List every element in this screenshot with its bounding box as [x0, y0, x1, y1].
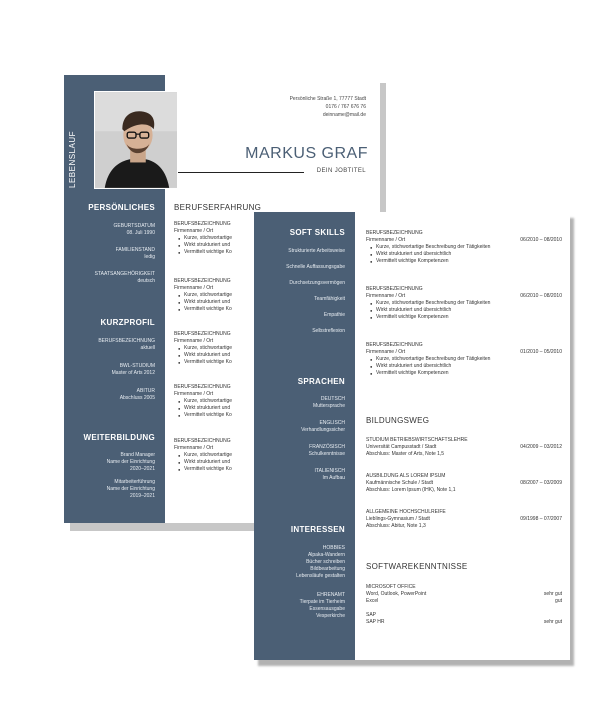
- hobbies-label: HOBBIES: [322, 545, 345, 551]
- soft-skill: Schnelle Auffassungsgabe: [286, 264, 345, 270]
- job-bullet: ● Wirkt strukturiert und: [184, 299, 264, 306]
- job-bullet: ● Kurze, stichwortartige: [184, 452, 264, 459]
- training-line: 2019–2021: [129, 493, 155, 499]
- person-name: MARKUS GRAF: [245, 145, 368, 162]
- nationality-value: deutsch: [137, 278, 155, 284]
- language-name: DEUTSCH: [320, 396, 345, 402]
- education-title: STUDIUM BETRIEBSWIRTSCHAFTSLEHRE: [366, 437, 468, 443]
- job-title: BERUFSBEZEICHNUNG: [174, 331, 231, 337]
- job-date: 06/2010 – 08/2010: [520, 293, 562, 299]
- education-place: Universität Campusstadt / Stadt: [366, 444, 437, 450]
- interest-item: Lebensläufe gestalten: [296, 573, 345, 579]
- job-bullet: ● Kurze, stichwortartige: [184, 235, 264, 242]
- interests-heading: INTERESSEN: [290, 525, 345, 534]
- job-company: Firmenname / Ort: [174, 285, 214, 291]
- soft-skills-heading: SOFT SKILLS: [289, 228, 345, 237]
- personal-heading: PERSÖNLICHES: [88, 203, 155, 212]
- education-title: ALLGEMEINE HOCHSCHULREIFE: [366, 509, 446, 515]
- job-bullet: ● Vermittelt wichtige Kompetenzen: [376, 314, 562, 321]
- job-bullet: ● Wirkt strukturiert und: [184, 459, 264, 466]
- job-date: 01/2010 – 05/2010: [520, 349, 562, 355]
- soft-skill: Empathie: [323, 312, 345, 318]
- title-rule: [178, 172, 304, 173]
- training-line: 2020–2021: [129, 466, 155, 472]
- language-level: Im Aufbau: [322, 475, 345, 481]
- interest-item: Essensausgabe: [309, 606, 345, 612]
- language-name: ENGLISCH: [319, 420, 345, 426]
- job-entry: [174, 384, 264, 419]
- job-bullet: ● Kurze, stichwortartige: [184, 345, 264, 352]
- experience-heading: BERUFSERFAHRUNG: [174, 203, 262, 212]
- software-group: SAP: [366, 612, 377, 618]
- job-title: BERUFSBEZEICHNUNG: [174, 221, 231, 227]
- profile-line: Master of Arts 2012: [111, 370, 155, 376]
- nationality-label: STAATSANGEHÖRIGKEIT: [94, 271, 155, 277]
- language-level: Verhandlungssicher: [301, 427, 345, 433]
- profile-photo: [94, 91, 178, 189]
- language-level: Schulkenntnisse: [308, 451, 345, 457]
- job-title: BERUFSBEZEICHNUNG: [366, 342, 423, 348]
- job-bullet: ● Vermittelt wichtige Ko: [184, 249, 264, 256]
- job-entry: [174, 278, 264, 313]
- job-bullet: ● Kurze, stichwortartige Beschreibung der Tätigkeiten: [376, 356, 562, 363]
- education-note: Abschluss: Master of Arts, Note 1,5: [366, 451, 445, 457]
- resume-page-2: [254, 212, 570, 660]
- birth-label: GEBURTSDATUM: [113, 223, 155, 229]
- job-bullet: ● Kurze, stichwortartige Beschreibung der Tätigkeiten: [376, 244, 562, 251]
- education-place: Lieblings-Gymnasium / Stadt: [366, 516, 430, 522]
- contact-block: [290, 95, 366, 119]
- education-entry: [366, 509, 562, 530]
- training-line: Mitarbeiterführung: [114, 479, 155, 485]
- software-block: [366, 584, 562, 626]
- profile-line: ABITUR: [136, 388, 155, 394]
- job-entry: [174, 221, 264, 256]
- job-bullet: ● Vermittelt wichtige Ko: [184, 412, 264, 419]
- software-heading: SOFTWAREKENNTNISSE: [366, 562, 468, 571]
- profile-line: Abschluss 2005: [119, 395, 155, 401]
- job-bullet: ● Wirkt strukturiert und übersichtlich: [376, 307, 562, 314]
- address: Persönliche Straße 1, 77777 Stadt: [289, 96, 366, 102]
- vertical-label: LEBENSLAUF: [68, 130, 77, 188]
- volunteer-label: EHRENAMT: [316, 592, 345, 598]
- profile-line: BWL-STUDIUM: [119, 363, 155, 369]
- job-company: Firmenname / Ort: [366, 293, 406, 299]
- education-title: AUSBILDUNG ALS LOREM IPSUM: [366, 473, 446, 479]
- education-entry: [366, 473, 562, 494]
- job-bullet: ● Wirkt strukturiert und: [184, 405, 264, 412]
- soft-skill: Strukturierte Arbeitsweise: [288, 248, 345, 254]
- profile-line: aktuell: [140, 345, 155, 351]
- language-name: ITALIENISCH: [314, 468, 345, 474]
- training-line: Name der Einrichtung: [106, 486, 155, 492]
- job-entry: [174, 438, 264, 473]
- interest-item: Tierpate im Tierheim: [299, 599, 345, 605]
- family-label: FAMILIENSTAND: [115, 247, 155, 253]
- job-bullet: ● Wirkt strukturiert und übersichtlich: [376, 251, 562, 258]
- software-item: SAP HR: [366, 619, 385, 625]
- job-entry: [366, 286, 562, 321]
- education-note: Abschluss: Abitur, Note 1,3: [366, 523, 426, 529]
- job-company: Firmenname / Ort: [366, 237, 406, 243]
- software-group: MICROSOFT OFFICE: [366, 584, 416, 590]
- software-level: gut: [555, 598, 562, 604]
- language-name: FRANZÖSISCH: [309, 444, 345, 450]
- job-company: Firmenname / Ort: [174, 228, 214, 234]
- job-company: Firmenname / Ort: [174, 338, 214, 344]
- language-level: Muttersprache: [313, 403, 345, 409]
- education-heading: BILDUNGSWEG: [366, 416, 430, 425]
- profile-heading: KURZPROFIL: [100, 318, 155, 327]
- portrait-image: [95, 92, 177, 188]
- soft-skill: Selbstreflexion: [312, 328, 345, 334]
- software-level: sehr gut: [543, 591, 562, 597]
- job-bullet: ● Kurze, stichwortartige: [184, 292, 264, 299]
- software-item: Word, Outlook, PowerPoint: [366, 591, 427, 597]
- job-company: Firmenname / Ort: [174, 391, 214, 397]
- education-entry: [366, 437, 562, 458]
- education-date: 09/1998 – 07/2007: [520, 516, 562, 522]
- software-level: sehr gut: [543, 619, 562, 625]
- job-date: 06/2010 – 08/2010: [520, 237, 562, 243]
- education-place: Kaufmännische Schule / Stadt: [366, 480, 433, 486]
- training-line: Name der Einrichtung: [106, 459, 155, 465]
- job-bullet: ● Vermittelt wichtige Ko: [184, 466, 264, 473]
- education-note: Abschluss: Lorem Ipsum (IHK), Note 1,1: [366, 487, 456, 493]
- education-date: 04/2009 – 03/2012: [520, 444, 562, 450]
- interest-item: Bücher schreiben: [306, 559, 345, 565]
- family-value: ledig: [144, 254, 155, 260]
- job-entry: [366, 230, 562, 265]
- job-bullet: ● Vermittelt wichtige Kompetenzen: [376, 258, 562, 265]
- software-item: Excel: [366, 598, 379, 604]
- job-bullet: ● Wirkt strukturiert und: [184, 352, 264, 359]
- profile-line: BERUFSBEZEICHNUNG: [98, 338, 155, 344]
- job-company: Firmenname / Ort: [366, 349, 406, 355]
- training-heading: WEITERBILDUNG: [83, 433, 155, 442]
- interest-item: Bildbearbeitung: [310, 566, 345, 572]
- job-bullet: ● Wirkt strukturiert und: [184, 242, 264, 249]
- training-line: Brand Manager: [120, 452, 155, 458]
- job-title: DEIN JOBTITEL: [316, 168, 366, 174]
- job-title: BERUFSBEZEICHNUNG: [174, 384, 231, 390]
- job-bullet: ● Vermittelt wichtige Ko: [184, 306, 264, 313]
- job-bullet: ● Kurze, stichwortartige Beschreibung der Tätigkeiten: [376, 300, 562, 307]
- education-date: 08/2007 – 03/2009: [520, 480, 562, 486]
- interest-item: Alpaka-Wandern: [307, 552, 345, 558]
- sidebar: [254, 212, 355, 660]
- job-title: BERUFSBEZEICHNUNG: [366, 286, 423, 292]
- phone: 0176 / 767 676 76: [325, 104, 366, 110]
- job-bullet: ● Vermittelt wichtige Ko: [184, 359, 264, 366]
- job-bullet: ● Kurze, stichwortartige: [184, 398, 264, 405]
- job-title: BERUFSBEZEICHNUNG: [174, 438, 231, 444]
- job-company: Firmenname / Ort: [174, 445, 214, 451]
- job-title: BERUFSBEZEICHNUNG: [366, 230, 423, 236]
- job-entry: [174, 331, 264, 366]
- soft-skill: Durchsetzungsvermögen: [289, 280, 345, 286]
- job-bullet: ● Wirkt strukturiert und übersichtlich: [376, 363, 562, 370]
- job-entry: [366, 342, 562, 377]
- job-bullet: ● Vermittelt wichtige Kompetenzen: [376, 370, 562, 377]
- soft-skill: Teamfähigkeit: [314, 296, 345, 302]
- job-title: BERUFSBEZEICHNUNG: [174, 278, 231, 284]
- birth-value: 08. Juli 1990: [126, 230, 155, 236]
- email: deinname@mail.de: [322, 112, 366, 118]
- languages-heading: SPRACHEN: [297, 377, 345, 386]
- interest-item: Vesperkirche: [316, 613, 345, 619]
